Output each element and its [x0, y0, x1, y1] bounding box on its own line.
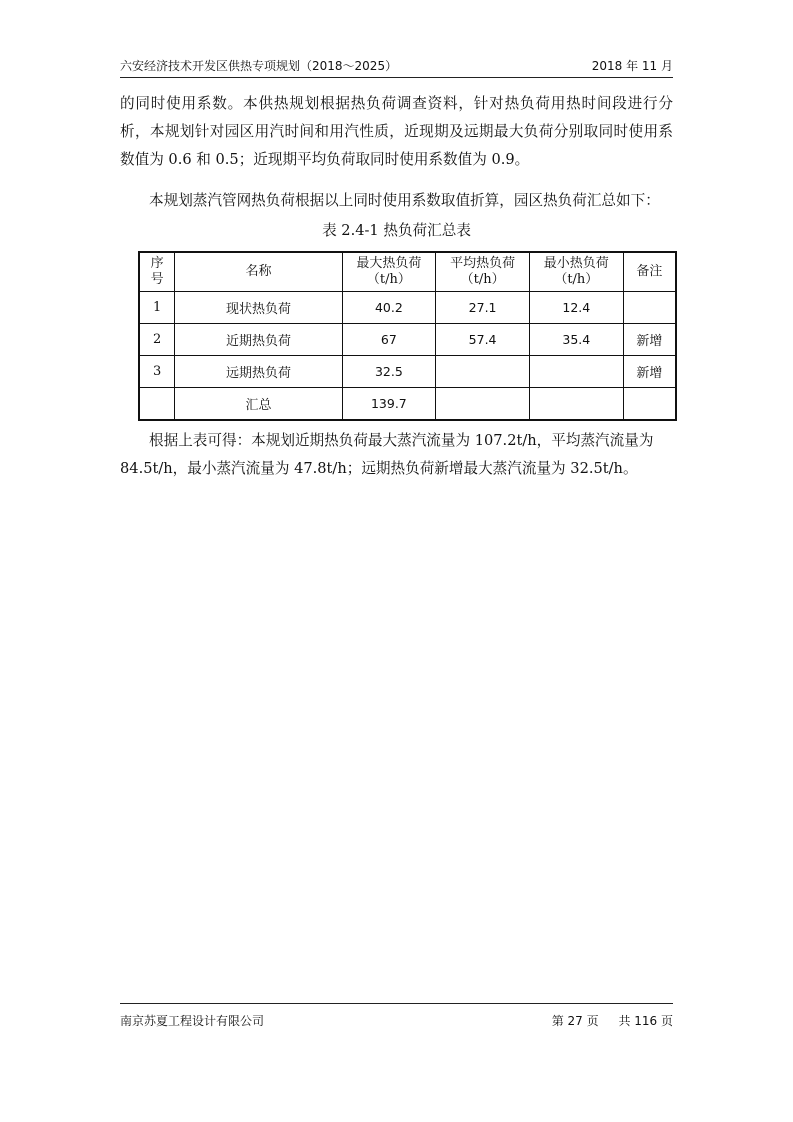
cell-seq: 3	[139, 356, 175, 388]
cell-total-note-empty	[623, 388, 676, 421]
header-name: 名称	[175, 252, 342, 292]
total-pages: 共 116 页	[618, 1013, 673, 1028]
header-seq: 序 号	[139, 252, 175, 292]
header-divider	[120, 77, 673, 78]
paragraph-simultaneity: 的同时使用系数。本供热规划根据热负荷调查资料，针对热负荷用热时间段进行分析，本规划针对园区用汽时间和用汽性质，近现期及远期最大负荷分别取同时使用系数值为 0.6 和 0.5；近现期平均负荷取同时使用系数值为 0.9。	[120, 95, 673, 168]
header-avg-load: 平均热负荷 （t/h）	[436, 252, 530, 292]
table-row	[139, 324, 676, 356]
footer-divider	[120, 1003, 673, 1004]
cell-avg	[436, 356, 530, 388]
cell-seq: 2	[139, 324, 175, 356]
cell-note	[623, 292, 676, 324]
cell-avg: 57.4	[436, 324, 530, 356]
cell-avg: 27.1	[436, 292, 530, 324]
company-name: 南京苏夏工程设计有限公司	[120, 1013, 265, 1028]
cell-min: 12.4	[529, 292, 623, 324]
header-min-load: 最小热负荷 （t/h）	[529, 252, 623, 292]
table-caption: 表 2.4-1 热负荷汇总表	[322, 222, 471, 239]
cell-total-label: 汇总	[175, 388, 342, 421]
paragraph-conclusion: 根据上表可得：本规划近期热负荷最大蒸汽流量为 107.2t/h，平均蒸汽流量为 84.5t/h，最小蒸汽流量为 47.8t/h；远期热负荷新增最大蒸汽流量为 32.5t/h。	[120, 432, 654, 477]
table-row	[139, 292, 676, 324]
cell-name: 近期热负荷	[175, 324, 342, 356]
cell-total-avg-empty	[436, 388, 530, 421]
cell-min	[529, 356, 623, 388]
table-row	[139, 356, 676, 388]
header-max-load: 最大热负荷 （t/h）	[342, 252, 436, 292]
table-total-row	[139, 388, 676, 421]
heat-load-summary-table	[138, 251, 677, 421]
cell-max: 67	[342, 324, 436, 356]
document-date: 2018 年 11 月	[591, 58, 673, 73]
cell-total-max: 139.7	[342, 388, 436, 421]
cell-seq: 1	[139, 292, 175, 324]
cell-min: 35.4	[529, 324, 623, 356]
page-info	[552, 1012, 673, 1029]
page-number: 第 27 页	[551, 1013, 599, 1028]
document-title: 六安经济技术开发区供热专项规划（2018～2025）	[120, 58, 398, 73]
cell-note: 新增	[623, 324, 676, 356]
cell-note: 新增	[623, 356, 676, 388]
cell-name: 现状热负荷	[175, 292, 342, 324]
cell-name: 远期热负荷	[175, 356, 342, 388]
cell-max: 40.2	[342, 292, 436, 324]
header-note: 备注	[623, 252, 676, 292]
cell-seq-empty	[139, 388, 175, 421]
cell-total-min-empty	[529, 388, 623, 421]
paragraph-summary-intro: 本规划蒸汽管网热负荷根据以上同时使用系数取值折算，园区热负荷汇总如下：	[149, 192, 660, 209]
table-header-row	[139, 252, 676, 292]
page-header	[120, 55, 673, 75]
page-footer	[120, 1010, 673, 1030]
cell-max: 32.5	[342, 356, 436, 388]
